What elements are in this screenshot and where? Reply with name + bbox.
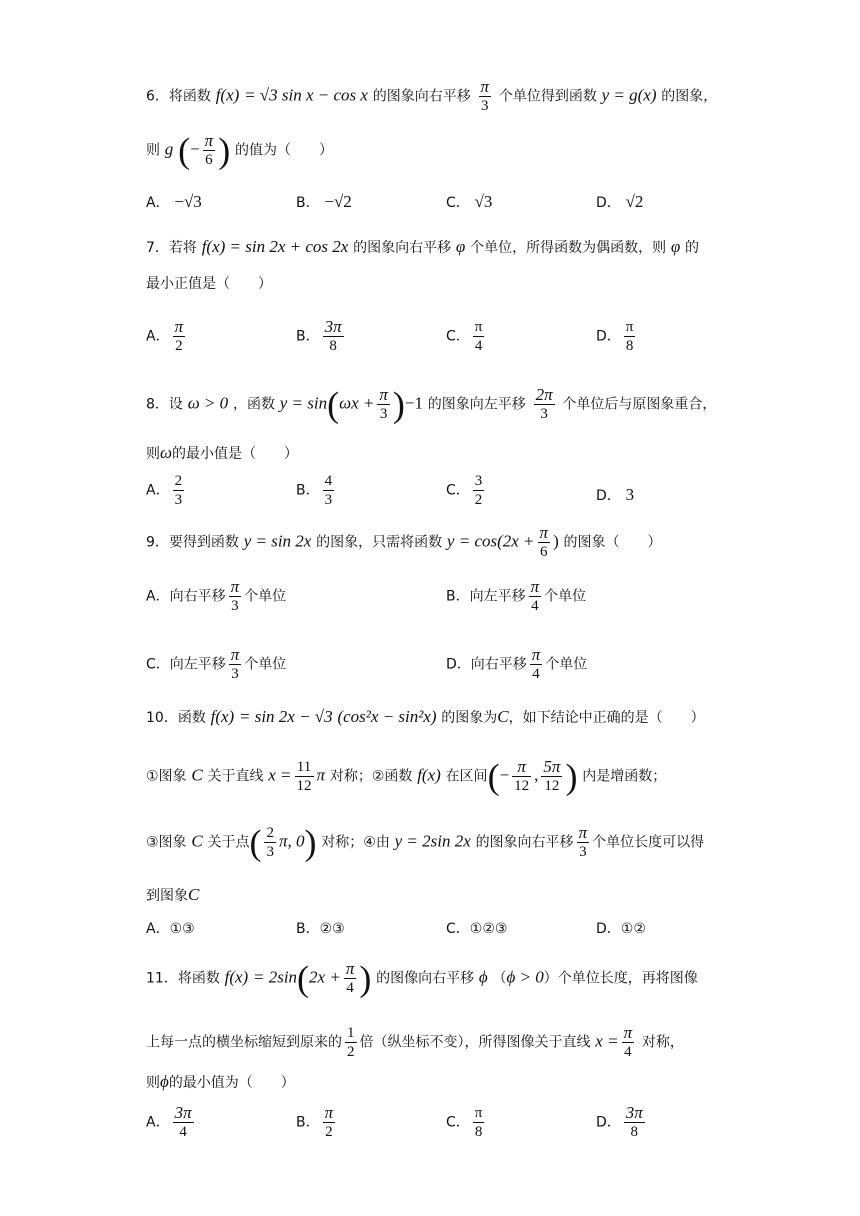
q6-intro: 6．将函数: [146, 88, 211, 105]
q8-intro: 8．设: [146, 396, 183, 413]
q7-option-a: A． $\frac{\pi}{2}$: [146, 317, 184, 354]
q7-eq: f(x) = sin 2x + cos 2x: [201, 237, 349, 256]
q8-option-a: A． $\frac{2}{3}$: [146, 473, 183, 508]
q8-minus: −1: [404, 393, 424, 413]
q8-omega-cond: ω > 0: [187, 393, 229, 413]
q11-line2: 上每一点的横坐标缩短到原来的 $\frac{1}{2}$ 倍（纵坐标不变），所得图像关于直线 x = $\frac{\pi}{4}$ 对称，: [146, 1023, 684, 1060]
q7-text2: 个单位，所得函数为偶函数，则: [470, 240, 667, 256]
q8-text: ，函数: [232, 396, 275, 413]
q9-target: y = sin 2x: [243, 531, 312, 551]
q9-option-a: A．向右平移 $\frac{\pi}{3}$ 个单位: [146, 577, 287, 614]
q11-option-c: C． $\frac{\pi}{8}$: [446, 1105, 483, 1140]
q9-text: 的图象，只需将函数: [316, 534, 443, 551]
q8-line2: 则ω的最小值是（ ）: [146, 443, 299, 462]
q10-option-c: C．①②③: [446, 921, 508, 937]
q8-omega: ω: [160, 443, 173, 462]
q7-ask: 最小正值是（ ）: [146, 276, 272, 292]
q11-option-b: B． $\frac{\pi}{2}$: [296, 1103, 334, 1140]
q6-text3: 的图象，: [661, 88, 718, 105]
q7-text: 的图象向右平移: [353, 240, 452, 256]
q11-line3: 则ϕ的最小值为（ ）: [146, 1072, 295, 1091]
q6-option-d: D． √2: [596, 192, 644, 211]
q7-phi2: φ: [670, 237, 681, 256]
q9-line1: 9．要得到函数 y = sin 2x 的图象，只需将函数 y = cos(2x + $\frac{\pi}{6}$ ) 的图象（ ）: [146, 523, 662, 560]
q10-intro: 10．函数: [146, 710, 206, 726]
q9-ask: 的图象（ ）: [563, 534, 662, 551]
q11-option-a: A． $\frac{3\pi}{4}$: [146, 1103, 192, 1140]
q6-eq: = √3 sin x − cos x: [244, 85, 368, 105]
q8-option-c: C． $\frac{3}{2}$: [446, 473, 483, 508]
q9-source: y = cos(2x +: [446, 531, 535, 551]
q6-g: y = g(x): [601, 85, 657, 105]
q7-option-d: D． $\frac{\pi}{8}$: [596, 319, 634, 354]
q6-option-a: A． −√3: [146, 192, 202, 211]
q8-arg: ωx +: [339, 393, 375, 413]
q9-option-b: B．向左平移 $\frac{\pi}{4}$ 个单位: [446, 577, 587, 614]
q7-intro: 7．若将: [146, 240, 197, 256]
q7-line1: [146, 238, 699, 255]
q6-arg-frac: $\frac{\pi}{6}$: [204, 131, 214, 168]
q10-text: 的图象为: [441, 710, 498, 726]
q8-text3: 个单位后与原图象重合，: [562, 396, 717, 413]
q10-eq: = sin 2x − √3: [238, 707, 333, 726]
q6-shift-frac: $\frac{\pi}{3}$: [480, 77, 490, 114]
q8-option-b: B． $\frac{4}{3}$: [296, 473, 333, 508]
q10-func: f(x): [210, 707, 235, 726]
q6-ask: 的值为（ ）: [234, 142, 333, 159]
q8-ask: 的最小值是（ ）: [172, 446, 299, 462]
q8-option-d: D． 3: [596, 485, 635, 504]
q10-line2: ①图象 C 关于直线 x = $\frac{11}{12}$ π 对称；②函数 f(x) 在区间(− $\frac{\pi}{12}$ , $\frac{5\pi}{12}$ ) 内是增函数；: [146, 756, 667, 797]
q10-line3: ③图象 C 关于点( $\frac{2}{3}$ π, 0) 对称；④由 y = 2sin 2x 的图象向右平移 $\frac{\pi}{3}$ 个单位长度可以得: [146, 822, 705, 863]
q6-option-b: B． −√2: [296, 192, 352, 211]
q6-func: f(x): [215, 85, 240, 105]
q11-option-d: D． $\frac{3\pi}{8}$: [596, 1103, 643, 1140]
q10-ask: ，如下结论中正确的是（ ）: [508, 710, 705, 726]
q10-option-a: A．①③: [146, 921, 195, 937]
q8-line1: 8．设 ω > 0 ，函数 y = sin(ωx + $\frac{\pi}{3}$ )−1 的图象向左平移 $\frac{2\pi}{3}$ 个单位后与原图象重合，: [146, 384, 717, 425]
q9-option-d: D．向右平移 $\frac{\pi}{4}$ 个单位: [446, 645, 588, 682]
q7-phi: φ: [455, 237, 466, 256]
q6-text2: 个单位得到函数: [498, 88, 597, 105]
q8-text2: 的图象向左平移: [427, 396, 526, 413]
q9-option-c: C．向左平移 $\frac{\pi}{3}$ 个单位: [146, 645, 287, 682]
q6-option-c: C． √3: [446, 192, 493, 211]
q7-option-c: C． $\frac{\pi}{4}$: [446, 319, 483, 354]
q6-line2: 则 g (− $\frac{\pi}{6}$ ) 的值为（ ）: [146, 130, 333, 171]
q10-option-d: D．①②: [596, 921, 646, 937]
q8-y: y = sin: [279, 393, 328, 413]
q10-paren: (cos²x − sin²x): [337, 707, 437, 726]
q10-C: C: [497, 707, 509, 726]
q7-line2: [146, 276, 272, 291]
q11-line1: 11．将函数 f(x) = 2sin(2x + $\frac{\pi}{4}$ ) 的图像向右平移 ϕ （ϕ > 0）个单位长度，再将图像: [146, 958, 698, 999]
q10-line1: [146, 708, 705, 725]
q10-line4: 到图象C: [146, 885, 200, 904]
q6-g2: g: [164, 139, 174, 159]
q7-option-b: B． $\frac{3\pi}{8}$: [296, 317, 342, 354]
q6-text: 的图象向右平移: [372, 88, 471, 105]
q8-shift: $\frac{2\pi}{3}$: [535, 385, 553, 422]
q6-line1: [146, 78, 717, 115]
q6-then: 则: [146, 142, 160, 159]
q9-intro: 9．要得到函数: [146, 534, 239, 551]
q10-option-b: B．②③: [296, 921, 345, 937]
q7-text3: 的: [685, 240, 700, 256]
